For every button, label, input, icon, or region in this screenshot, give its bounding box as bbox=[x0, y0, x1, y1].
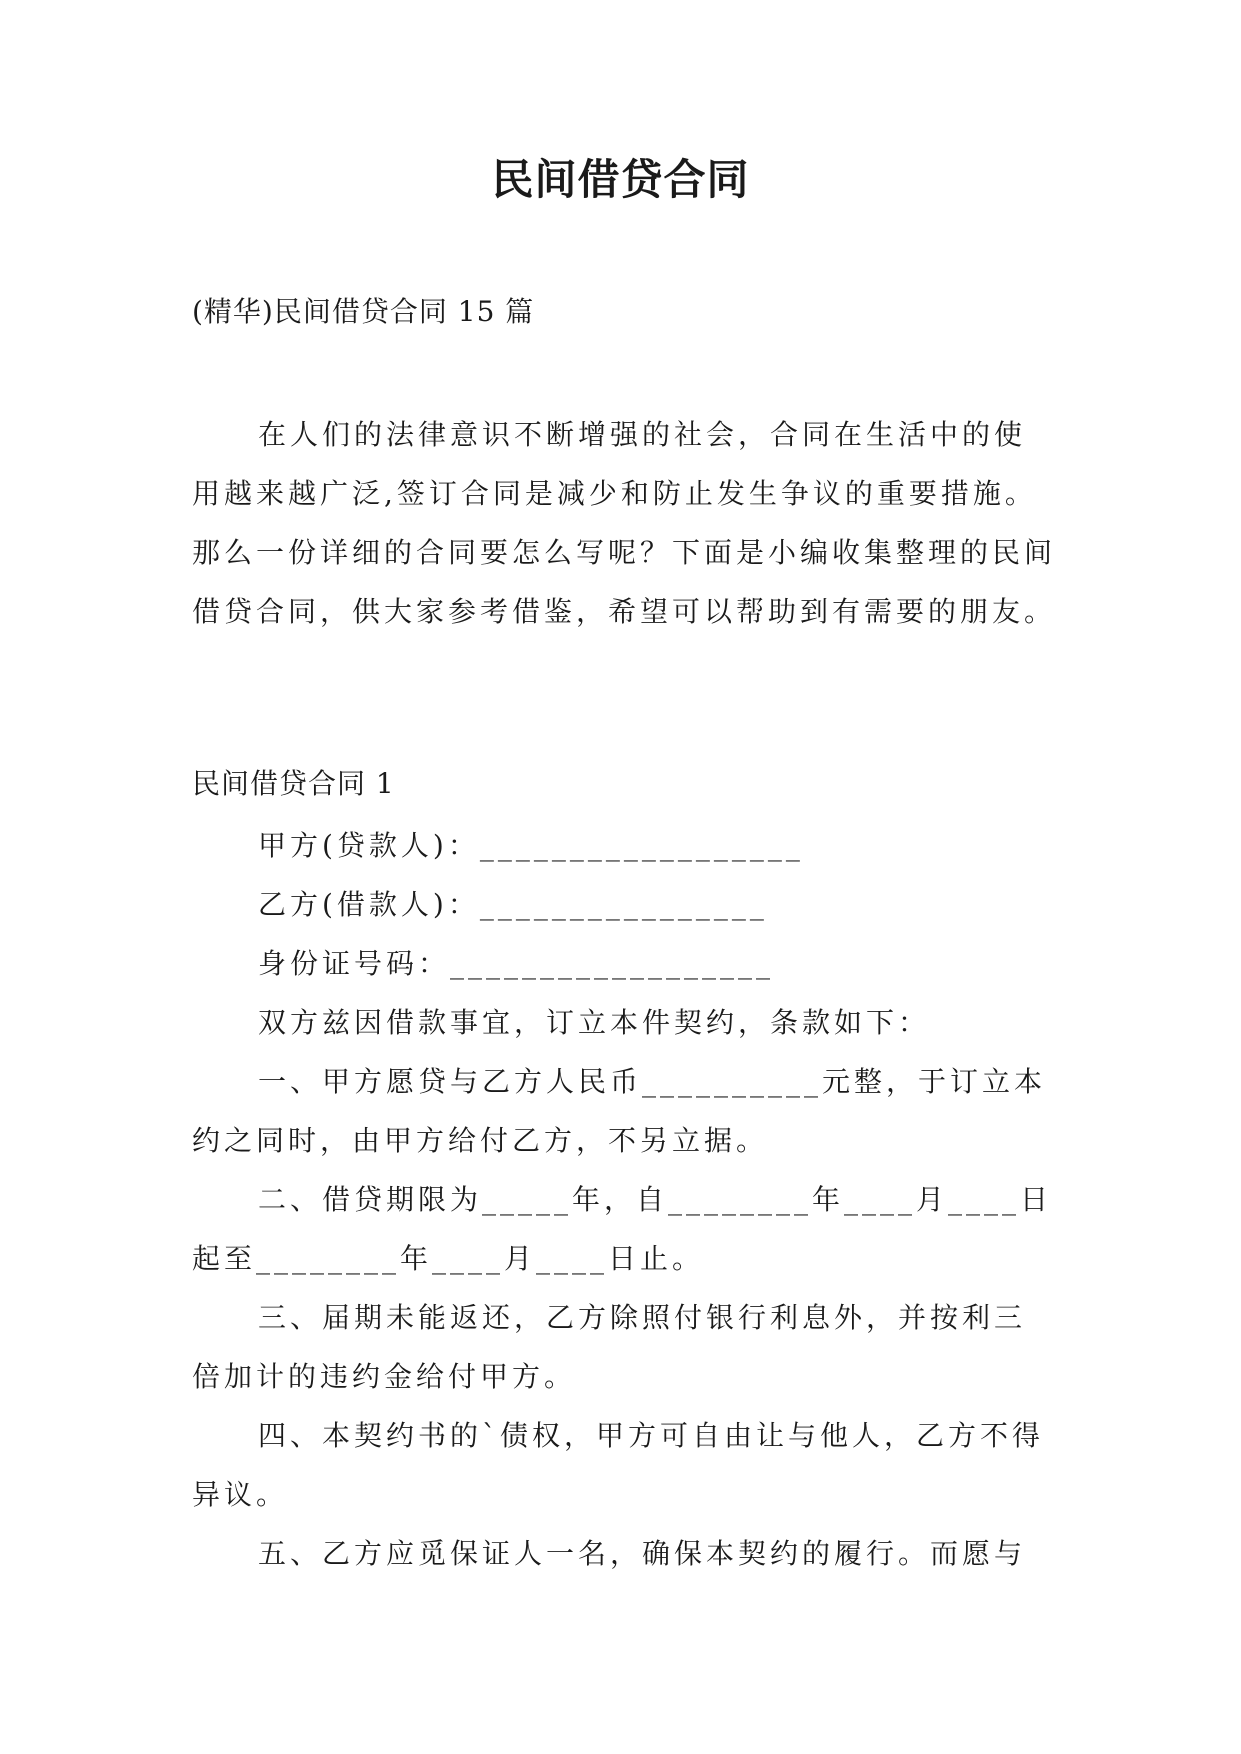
clause-5: 五、乙方应觅保证人一名，确保本契约的履行。而愿与 bbox=[258, 1537, 1027, 1570]
preamble: 双方兹因借款事宜，订立本件契约，条款如下： bbox=[258, 1006, 931, 1039]
clause-4: 四、本契约书的`债权，甲方可自由让与他人，乙方不得异议。 bbox=[192, 1419, 1045, 1511]
id-number-field: 身份证号码：__________________ bbox=[258, 947, 775, 980]
document-title: 民间借贷合同 bbox=[491, 155, 750, 204]
clause-2: 二、借贷期限为_____年，自________年____月____日起至________年____月____日止。 bbox=[192, 1183, 1053, 1275]
contract-body bbox=[192, 816, 1057, 1583]
section-title: 民间借贷合同 1 bbox=[192, 767, 395, 800]
document-subtitle: (精华)民间借贷合同 15 篇 bbox=[192, 295, 535, 328]
clause-1: 一、甲方愿贷与乙方人民币__________元整，于订立本约之同时，由甲方给付乙方，不另立据。 bbox=[192, 1065, 1047, 1157]
clause-3: 三、届期未能返还，乙方除照付银行利息外，并按利三倍加计的违约金给付甲方。 bbox=[192, 1301, 1027, 1393]
party-a-field: 甲方(贷款人)：__________________ bbox=[258, 829, 804, 862]
party-b-field: 乙方(借款人)：________________ bbox=[258, 888, 768, 921]
intro-paragraph: 在人们的法律意识不断增强的社会，合同在生活中的使用越来越广泛,签订合同是减少和防止发生争议的重要措施。那么一份详细的合同要怎么写呢？下面是小编收集整理的民间借贷合同，供大家参考借鉴，希望可以帮助到有需要的朋友。 bbox=[192, 418, 1057, 628]
